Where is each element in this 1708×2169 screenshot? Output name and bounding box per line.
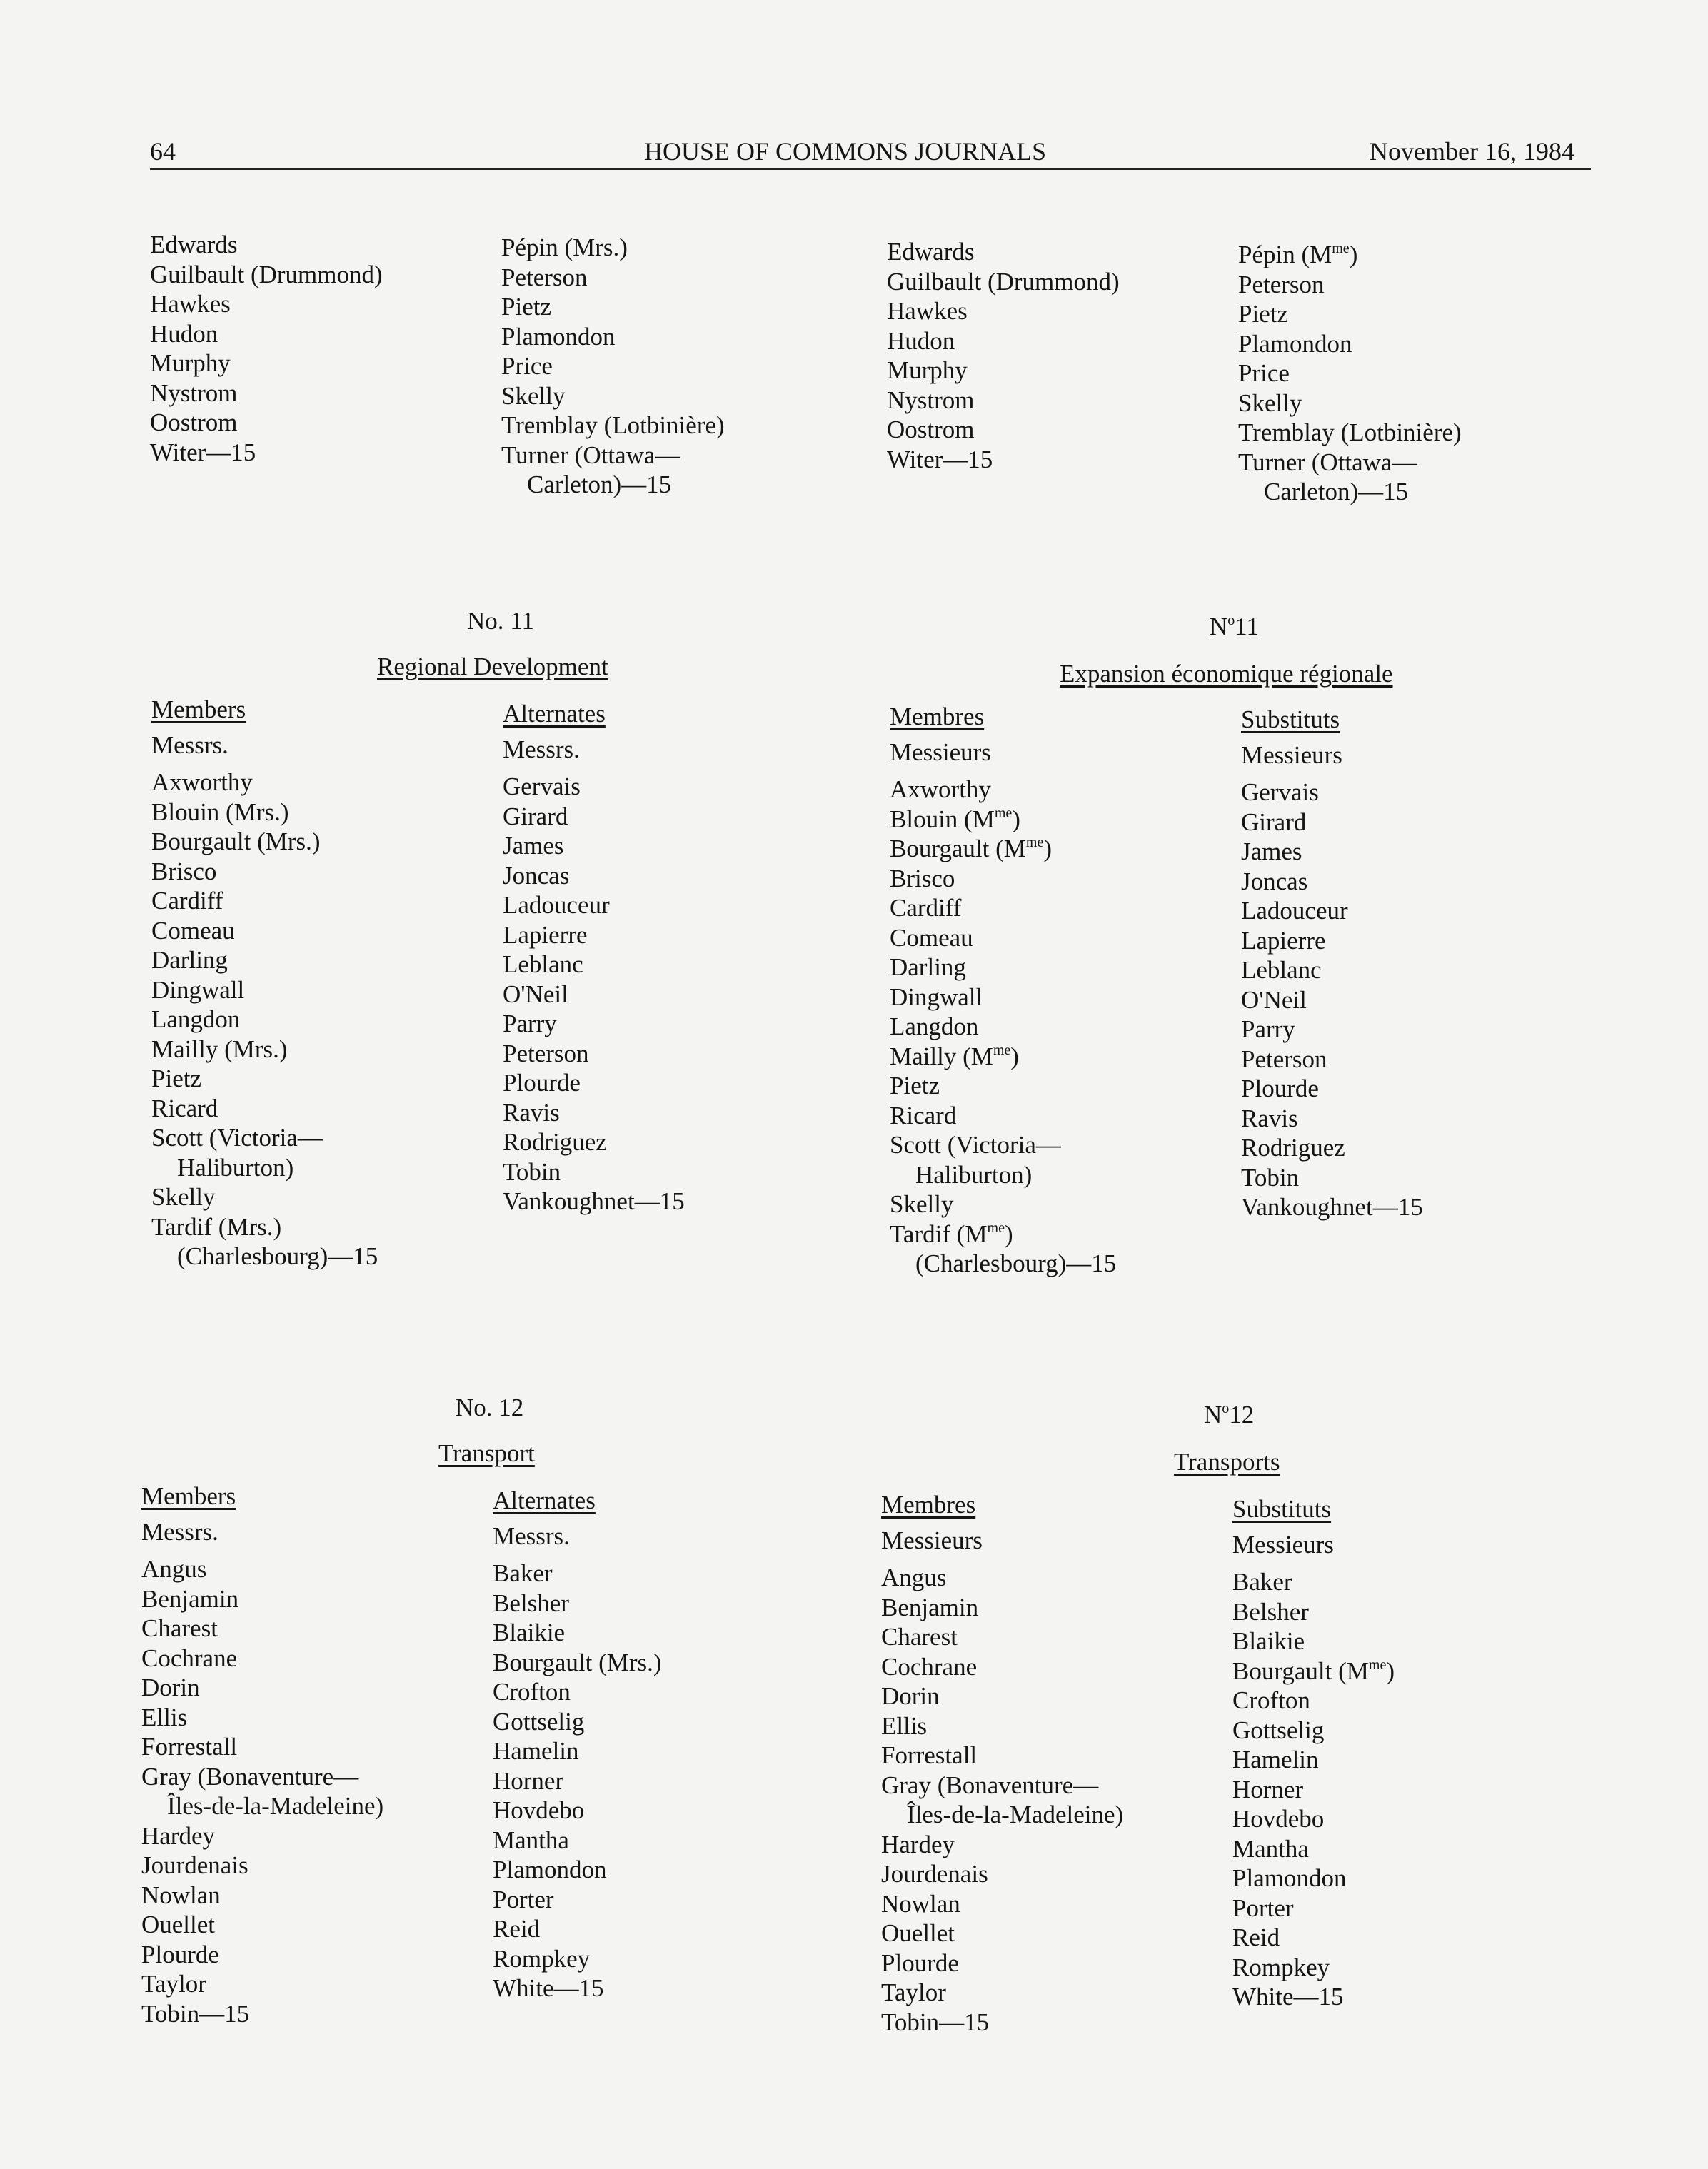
- list-item: Dingwall: [151, 975, 245, 1004]
- list-item: Benjamin: [141, 1584, 239, 1613]
- list-item: Peterson: [503, 1039, 589, 1067]
- list-item: Tobin—15: [881, 2008, 990, 2036]
- list-item: O'Neil: [1241, 985, 1307, 1014]
- list-item: Blouin $(M^{me})$: [890, 805, 1020, 833]
- list-item: Îles-de-la-Madeleine): [167, 1792, 384, 1820]
- list-item: Mailly $(M^{me})$: [890, 1042, 1019, 1070]
- list-item: Ricard: [890, 1101, 957, 1129]
- list-item: Pietz: [1238, 300, 1288, 328]
- top-fr-membres-list: [887, 237, 1120, 474]
- list-item: Murphy: [887, 356, 968, 384]
- committee-11-alternates: [503, 698, 685, 1217]
- list-item: Belsher: [1232, 1597, 1309, 1626]
- list-item: Ravis: [503, 1098, 560, 1127]
- list-item: Tardif $(M^{me})$: [890, 1219, 1013, 1248]
- list-item: Skelly: [151, 1183, 216, 1211]
- list-item: Crofton: [1232, 1686, 1310, 1714]
- list-item: Cardiff: [890, 894, 962, 922]
- list-item: Skelly: [501, 381, 566, 410]
- top-en-alternates-list: [501, 233, 725, 500]
- list-item: Peterson: [1241, 1045, 1327, 1073]
- list-item: Scott (Victoria—: [151, 1124, 323, 1152]
- list-item: Lapierre: [1241, 926, 1326, 955]
- list-item: Mailly (Mrs.): [151, 1035, 288, 1063]
- list-item: Ouellet: [881, 1919, 955, 1947]
- list-item: Pietz: [890, 1072, 940, 1099]
- list-item: Blaikie: [493, 1619, 566, 1646]
- list-item: Turner (Ottawa—: [1238, 448, 1417, 476]
- list-item: Peterson: [501, 263, 588, 291]
- top-en-members-list: [150, 230, 383, 467]
- list-item: Pépin $(M^{me})$: [1238, 241, 1358, 268]
- list-item: Scott (Victoria—: [890, 1131, 1061, 1159]
- list-item: Charest: [141, 1614, 218, 1642]
- list-item: Plourde: [881, 1948, 959, 1977]
- list-item: Gottselig: [1232, 1716, 1325, 1744]
- alternates-heading: Alternates: [493, 1486, 596, 1514]
- list-item: Cochrane: [141, 1644, 238, 1672]
- list-item: Angus: [141, 1555, 207, 1583]
- committee-11-name: Regional Development: [377, 653, 608, 680]
- comite-12-substituts: [1232, 1494, 1395, 2012]
- list-item: Lapierre: [503, 920, 588, 949]
- list-item: Pietz: [501, 293, 551, 321]
- list-item: Horner: [493, 1766, 564, 1795]
- alternates-salutation: Messrs.: [493, 1521, 570, 1550]
- list-item: Ricard: [151, 1094, 218, 1122]
- list-item: Joncas: [1241, 867, 1308, 895]
- list-item: Blaikie: [1232, 1627, 1305, 1655]
- committee-12-name: Transport: [438, 1439, 535, 1467]
- list-item: Jourdenais: [141, 1851, 248, 1879]
- list-item: Plamondon: [1238, 329, 1352, 358]
- list-item: Girard: [1241, 807, 1307, 836]
- list-item: Skelly: [890, 1190, 954, 1218]
- list-item: Crofton: [493, 1678, 571, 1706]
- list-item: Porter: [1232, 1893, 1294, 1922]
- list-item: Ellis: [881, 1711, 928, 1740]
- list-item: Rompkey: [493, 1944, 591, 1973]
- list-item: Gray (Bonaventure—: [141, 1762, 359, 1791]
- committee-11-number: No. 11: [467, 607, 534, 635]
- comite-11-number: $N^o11$: [1210, 613, 1259, 640]
- list-item: Plourde: [1241, 1075, 1319, 1102]
- list-item: Baker: [493, 1559, 553, 1587]
- list-item: Parry: [1241, 1015, 1295, 1043]
- list-item: Hawkes: [887, 297, 968, 325]
- list-item: Brisco: [151, 857, 217, 885]
- page-number: 64: [150, 137, 176, 166]
- list-item: Girard: [503, 802, 568, 830]
- list-item: Bourgault $(M^{me})$: [890, 835, 1052, 862]
- list-item: Price: [501, 352, 553, 380]
- list-item: James: [1241, 837, 1302, 865]
- list-item: Baker: [1232, 1568, 1292, 1596]
- list-item: Ellis: [141, 1703, 188, 1731]
- list-item: Darling: [890, 953, 966, 981]
- list-item: Leblanc: [1241, 956, 1322, 984]
- list-item: Taylor: [881, 1978, 946, 2006]
- comite-12-number: $N^o12$: [1204, 1401, 1255, 1429]
- list-item: White—15: [493, 1974, 604, 2002]
- list-item: Forrestall: [141, 1733, 238, 1761]
- list-item: Mantha: [493, 1826, 569, 1854]
- list-item: Oostrom: [887, 416, 975, 443]
- list-item: Charest: [881, 1623, 958, 1651]
- list-item: White—15: [1232, 1983, 1344, 2011]
- list-item: James: [503, 832, 564, 860]
- substituts-salutation: Messieurs: [1232, 1530, 1334, 1559]
- list-item: Rodriguez: [1241, 1134, 1345, 1162]
- header-rule: [150, 168, 1591, 170]
- alternates-salutation: Messrs.: [503, 735, 580, 763]
- list-item: Îles-de-la-Madeleine): [907, 1801, 1124, 1828]
- list-item: Plamondon: [501, 322, 616, 351]
- list-item: Oostrom: [150, 408, 238, 436]
- list-item: Witer—15: [887, 445, 993, 473]
- list-item: (Charlesbourg)—15: [177, 1242, 378, 1270]
- list-item: Hovdebo: [1232, 1805, 1325, 1833]
- list-item: Gottselig: [493, 1707, 585, 1736]
- list-item: Belsher: [493, 1589, 569, 1617]
- list-item: Ladouceur: [503, 891, 610, 919]
- list-item: Axworthy: [890, 775, 991, 803]
- list-item: Brisco: [890, 864, 955, 892]
- list-item: Tobin: [1241, 1163, 1300, 1192]
- list-item: Bourgault $(M^{me})$: [1232, 1656, 1395, 1685]
- list-item: Vankoughnet—15: [503, 1187, 685, 1215]
- list-item: Hovdebo: [493, 1796, 585, 1824]
- membres-heading: Membres: [890, 703, 985, 730]
- substituts-salutation: Messieurs: [1241, 740, 1342, 769]
- list-item: Guilbault (Drummond): [150, 260, 383, 288]
- list-item: Ouellet: [141, 1911, 216, 1938]
- list-item: Edwards: [887, 238, 975, 266]
- committee-12-members: [141, 1481, 383, 2028]
- list-item: Blouin (Mrs.): [151, 797, 289, 826]
- members-heading: Members: [151, 695, 246, 723]
- list-item: Taylor: [141, 1970, 206, 1998]
- committee-12-number: No. 12: [456, 1394, 524, 1421]
- list-item: Murphy: [150, 349, 231, 377]
- list-item: Price: [1238, 359, 1290, 387]
- membres-salutation: Messieurs: [890, 738, 991, 766]
- comite-11-substituts: [1241, 704, 1423, 1222]
- list-item: Angus: [881, 1564, 947, 1591]
- list-item: Plourde: [503, 1069, 581, 1097]
- list-item: Forrestall: [881, 1741, 978, 1769]
- list-item: Nystrom: [150, 378, 238, 407]
- list-item: Hamelin: [1232, 1746, 1319, 1773]
- list-item: Haliburton): [915, 1160, 1033, 1189]
- list-item: Parry: [503, 1010, 557, 1037]
- list-item: Hudon: [150, 319, 218, 348]
- list-item: Tobin—15: [141, 1999, 250, 2028]
- list-item: Comeau: [151, 916, 235, 945]
- comite-11-name: Expansion économique régionale: [1060, 660, 1393, 688]
- list-item: Axworthy: [151, 768, 253, 796]
- alternates-heading: Alternates: [503, 700, 606, 728]
- list-item: Dorin: [141, 1674, 200, 1701]
- list-item: Porter: [493, 1885, 554, 1913]
- list-item: Turner (Ottawa—: [501, 441, 680, 469]
- list-item: Benjamin: [881, 1593, 979, 1621]
- list-item: O'Neil: [503, 980, 568, 1008]
- list-item: Plourde: [141, 1940, 219, 1968]
- list-item: Nowlan: [881, 1889, 960, 1918]
- list-item: Reid: [1232, 1923, 1280, 1951]
- list-item: Gray (Bonaventure—: [881, 1771, 1099, 1799]
- list-item: Langdon: [151, 1005, 241, 1033]
- list-item: Leblanc: [503, 950, 583, 978]
- list-item: Bourgault (Mrs.): [151, 827, 321, 855]
- membres-salutation: Messieurs: [881, 1526, 983, 1554]
- list-item: Ladouceur: [1241, 897, 1348, 925]
- list-item: Langdon: [890, 1012, 979, 1040]
- list-item: Dingwall: [890, 982, 983, 1011]
- list-item: Haliburton): [177, 1153, 294, 1182]
- members-heading: Members: [141, 1482, 236, 1510]
- members-salutation: Messrs.: [141, 1517, 218, 1546]
- list-item: Pietz: [151, 1065, 201, 1092]
- list-item: Tardif (Mrs.): [151, 1212, 282, 1241]
- list-item: Peterson: [1238, 270, 1325, 298]
- list-item: Hawkes: [150, 290, 231, 318]
- list-item: Nystrom: [887, 386, 975, 414]
- list-item: Bourgault (Mrs.): [493, 1648, 662, 1676]
- list-item: Plamondon: [493, 1856, 607, 1883]
- committee-11-members: [151, 694, 378, 1272]
- list-item: Edwards: [150, 231, 238, 258]
- list-item: Joncas: [503, 861, 570, 890]
- list-item: Plamondon: [1232, 1864, 1347, 1892]
- list-item: Rodriguez: [503, 1128, 607, 1156]
- comite-12-name: Transports: [1174, 1448, 1280, 1476]
- list-item: Vankoughnet—15: [1241, 1193, 1423, 1221]
- membres-heading: Membres: [881, 1491, 976, 1519]
- list-item: Pépin (Mrs.): [501, 233, 628, 261]
- list-item: (Charlesbourg)—15: [915, 1249, 1117, 1277]
- list-item: Cochrane: [881, 1652, 978, 1681]
- list-item: Tobin: [503, 1157, 561, 1186]
- list-item: Dorin: [881, 1682, 940, 1710]
- list-item: Ravis: [1241, 1104, 1298, 1132]
- list-item: Hardey: [881, 1830, 955, 1858]
- list-item: Carleton)—15: [527, 470, 672, 498]
- list-item: Reid: [493, 1915, 541, 1943]
- list-item: Rompkey: [1232, 1953, 1330, 1981]
- top-fr-substituts-list: [1238, 240, 1462, 507]
- list-item: Cardiff: [151, 887, 223, 915]
- list-item: Gervais: [503, 773, 581, 800]
- list-item: Darling: [151, 946, 228, 974]
- list-item: Gervais: [1241, 778, 1319, 806]
- list-item: Nowlan: [141, 1881, 221, 1909]
- list-item: Mantha: [1232, 1834, 1309, 1863]
- list-item: Comeau: [890, 923, 973, 952]
- list-item: Jourdenais: [881, 1860, 988, 1888]
- comite-12-membres: [881, 1489, 1123, 2037]
- list-item: Hardey: [141, 1821, 216, 1850]
- list-item: Tremblay (Lotbinière): [1238, 418, 1462, 446]
- journal-title: HOUSE OF COMMONS JOURNALS: [644, 137, 1047, 166]
- list-item: Guilbault (Drummond): [887, 267, 1120, 296]
- list-item: Horner: [1232, 1775, 1304, 1803]
- substituts-heading: Substituts: [1241, 705, 1340, 733]
- substituts-heading: Substituts: [1232, 1495, 1332, 1523]
- header-date: November 16, 1984: [1370, 137, 1574, 166]
- members-salutation: Messrs.: [151, 730, 228, 759]
- list-item: Witer—15: [150, 438, 256, 466]
- list-item: Carleton)—15: [1264, 478, 1409, 505]
- list-item: Skelly: [1238, 388, 1302, 417]
- list-item: Hamelin: [493, 1737, 579, 1765]
- list-item: Hudon: [887, 326, 955, 355]
- committee-12-alternates: [493, 1485, 662, 2003]
- comite-11-membres: [890, 701, 1116, 1279]
- list-item: Tremblay (Lotbinière): [501, 411, 725, 439]
